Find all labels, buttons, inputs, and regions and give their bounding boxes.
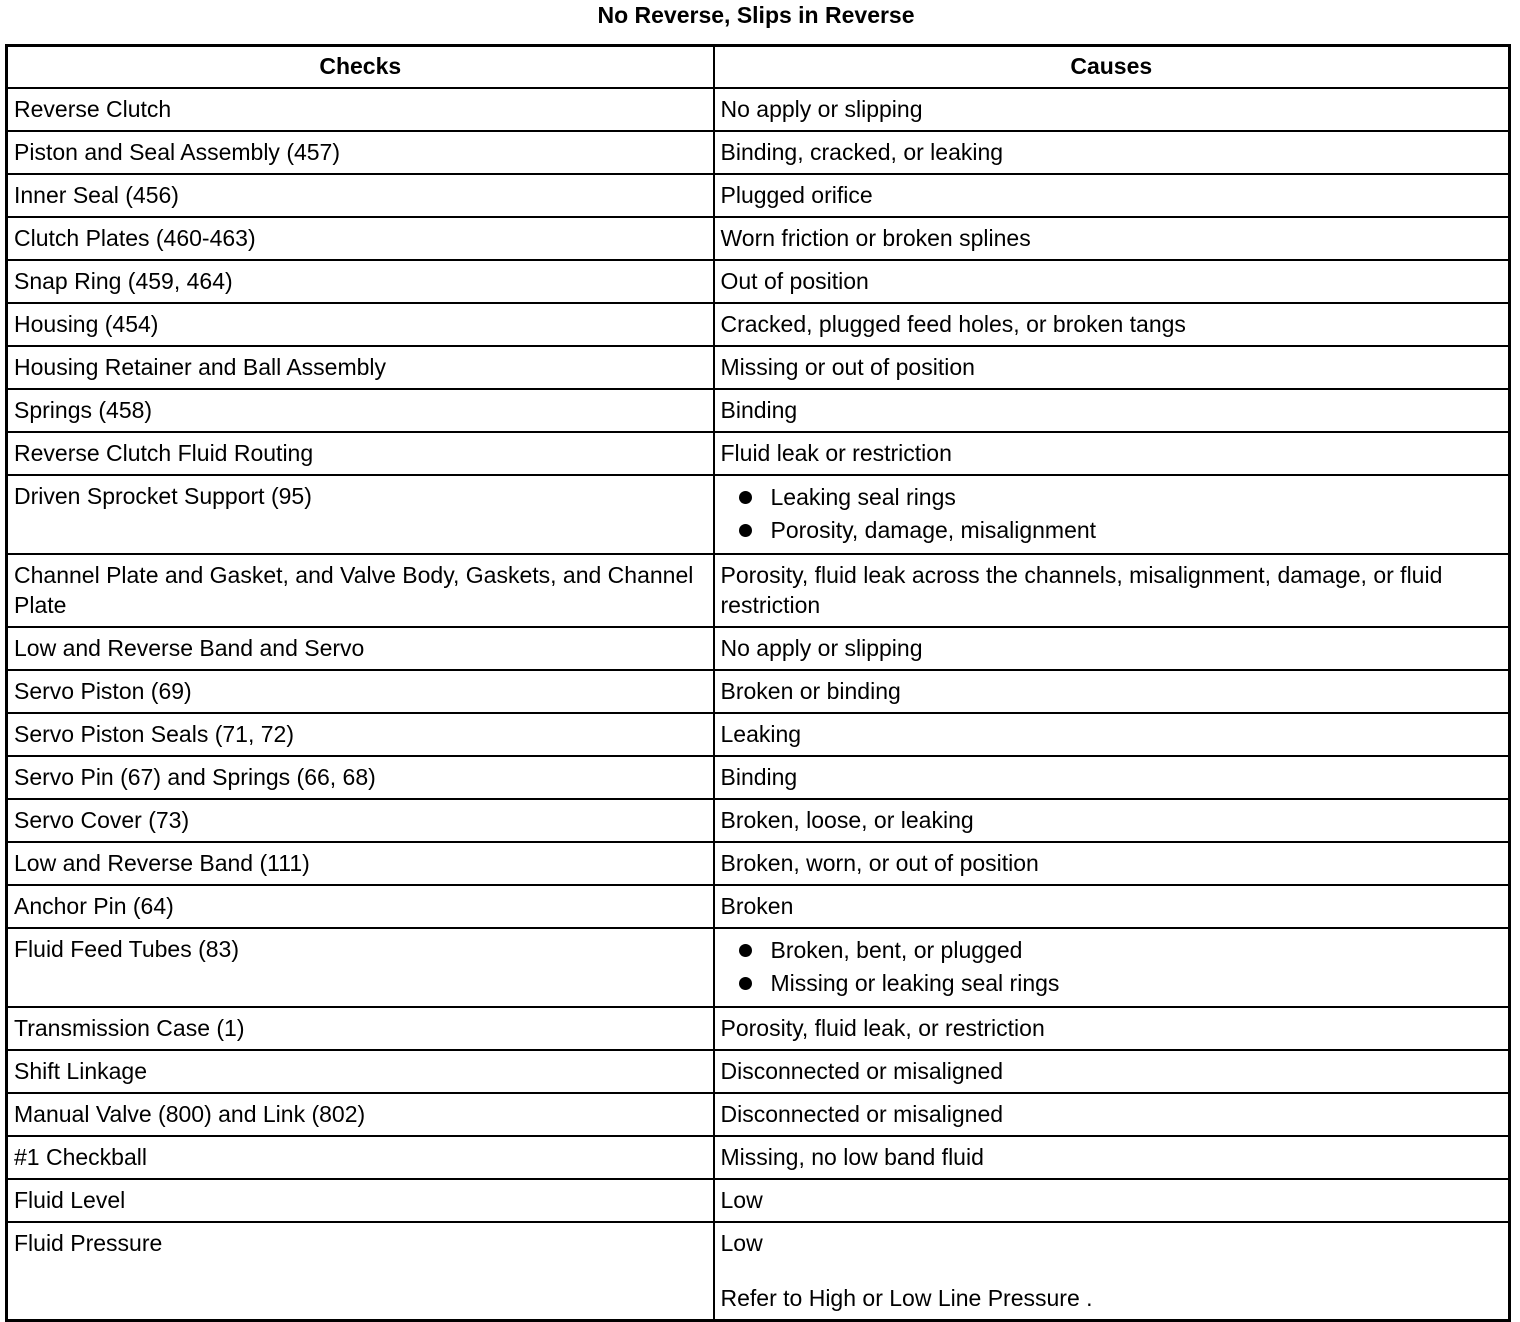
check-cell: Inner Seal (456) <box>7 174 714 217</box>
table-row <box>7 1007 1510 1050</box>
check-cell: Anchor Pin (64) <box>7 885 714 928</box>
cause-cell <box>714 174 1510 217</box>
check-cell: #1 Checkball <box>7 1136 714 1179</box>
cause-bullet-item: Porosity, damage, misalignment <box>721 514 1503 547</box>
table-row <box>7 217 1510 260</box>
cause-text: Missing, no low band fluid <box>720 1143 984 1170</box>
cause-cell <box>714 260 1510 303</box>
cause-cell <box>714 1050 1510 1093</box>
check-cell: Housing (454) <box>7 303 714 346</box>
table-row <box>7 475 1510 554</box>
check-cell: Manual Valve (800) and Link (802) <box>7 1093 714 1136</box>
table-row <box>7 432 1510 475</box>
table-row <box>7 303 1510 346</box>
table-header-row <box>7 46 1510 88</box>
cause-cell <box>714 346 1510 389</box>
table-row <box>7 799 1510 842</box>
table-row <box>7 174 1510 217</box>
check-cell: Piston and Seal Assembly (457) <box>7 131 714 174</box>
check-cell: Reverse Clutch Fluid Routing <box>7 432 714 475</box>
table-row <box>7 713 1510 756</box>
check-cell: Springs (458) <box>7 389 714 432</box>
cause-text: Fluid leak or restriction <box>720 439 952 466</box>
cause-text: Broken <box>720 892 794 919</box>
table-row <box>7 554 1510 627</box>
check-cell: Clutch Plates (460-463) <box>7 217 714 260</box>
cause-cell <box>714 389 1510 432</box>
cause-cell <box>714 842 1510 885</box>
cause-text: No apply or slipping <box>720 634 923 661</box>
cause-text: Binding, cracked, or leaking <box>720 138 1004 165</box>
cause-bullet-item: Missing or leaking seal rings <box>721 967 1503 1000</box>
cause-cell <box>714 475 1510 554</box>
table-row <box>7 260 1510 303</box>
check-cell: Fluid Feed Tubes (83) <box>7 928 714 1007</box>
cause-cell <box>714 303 1510 346</box>
cause-text: Out of position <box>720 267 869 294</box>
cause-text: Worn friction or broken splines <box>720 224 1031 251</box>
page-title: No Reverse, Slips in Reverse <box>597 2 915 28</box>
check-cell: Low and Reverse Band and Servo <box>7 627 714 670</box>
table-row <box>7 928 1510 1007</box>
table-row <box>7 1050 1510 1093</box>
cause-cell <box>714 554 1510 627</box>
cause-cell <box>714 1007 1510 1050</box>
cause-text: Binding <box>720 763 798 790</box>
check-cell: Low and Reverse Band (111) <box>7 842 714 885</box>
cause-text: Broken, worn, or out of position <box>720 849 1039 876</box>
check-cell: Servo Piston Seals (71, 72) <box>7 713 714 756</box>
cause-text: No apply or slipping <box>720 95 923 122</box>
check-cell: Fluid Pressure <box>7 1222 714 1321</box>
cause-bullet-list <box>721 481 1503 547</box>
table-row <box>7 131 1510 174</box>
check-cell: Servo Pin (67) and Springs (66, 68) <box>7 756 714 799</box>
cause-bullet-item: Broken, bent, or plugged <box>721 934 1503 967</box>
cause-text: Disconnected or misaligned <box>720 1100 1004 1127</box>
table-row <box>7 1222 1510 1321</box>
cause-text: Cracked, plugged feed holes, or broken tangs <box>720 310 1186 337</box>
column-header-checks: Checks <box>7 46 714 88</box>
table-row <box>7 88 1510 131</box>
cause-cell <box>714 1179 1510 1222</box>
cause-cell <box>714 799 1510 842</box>
table-body <box>7 88 1510 1321</box>
cause-cell <box>714 756 1510 799</box>
cause-cell <box>714 627 1510 670</box>
cause-cell <box>714 1222 1510 1321</box>
table-row <box>7 1136 1510 1179</box>
cause-text: Low <box>720 1229 763 1256</box>
check-cell: Snap Ring (459, 464) <box>7 260 714 303</box>
cause-bullet-item: Leaking seal rings <box>721 481 1503 514</box>
cause-cell <box>714 1093 1510 1136</box>
cause-text: Binding <box>720 396 798 423</box>
column-header-causes: Causes <box>714 46 1510 88</box>
cause-text: Porosity, fluid leak, or restriction <box>720 1014 1045 1041</box>
check-cell: Channel Plate and Gasket, and Valve Body, Gaskets, and Channel Plate <box>7 554 714 627</box>
cause-cell <box>714 217 1510 260</box>
check-cell: Servo Piston (69) <box>7 670 714 713</box>
table-row <box>7 1179 1510 1222</box>
diagnostic-table <box>5 44 1511 1322</box>
cause-cell <box>714 1136 1510 1179</box>
cause-text: Broken, loose, or leaking <box>720 806 974 833</box>
cause-cell <box>714 88 1510 131</box>
check-cell: Fluid Level <box>7 1179 714 1222</box>
check-cell: Housing Retainer and Ball Assembly <box>7 346 714 389</box>
cause-text: Disconnected or misaligned <box>720 1057 1004 1084</box>
table-row <box>7 389 1510 432</box>
cause-text: Leaking <box>720 720 802 747</box>
cause-cell <box>714 928 1510 1007</box>
check-cell: Transmission Case (1) <box>7 1007 714 1050</box>
check-cell: Shift Linkage <box>7 1050 714 1093</box>
table-row <box>7 842 1510 885</box>
cause-text: Broken or binding <box>720 677 901 704</box>
cause-text: Porosity, fluid leak across the channels, misalignment, damage, or fluid restriction <box>720 561 1443 618</box>
table-row <box>7 670 1510 713</box>
table-row <box>7 885 1510 928</box>
table-row <box>7 756 1510 799</box>
cause-text: Plugged orifice <box>720 181 873 208</box>
cause-bullet-list <box>721 934 1503 1000</box>
check-cell: Reverse Clutch <box>7 88 714 131</box>
table-row <box>7 346 1510 389</box>
cause-cell <box>714 131 1510 174</box>
cause-text: Missing or out of position <box>720 353 975 380</box>
table-row <box>7 1093 1510 1136</box>
cause-cell <box>714 885 1510 928</box>
check-cell: Servo Cover (73) <box>7 799 714 842</box>
check-cell: Driven Sprocket Support (95) <box>7 475 714 554</box>
cause-cell <box>714 432 1510 475</box>
cause-cell <box>714 670 1510 713</box>
table-row <box>7 627 1510 670</box>
cause-text: Low <box>720 1186 763 1213</box>
cause-reference-note: Refer to High or Low Line Pressure . <box>720 1284 1093 1311</box>
cause-cell <box>714 713 1510 756</box>
